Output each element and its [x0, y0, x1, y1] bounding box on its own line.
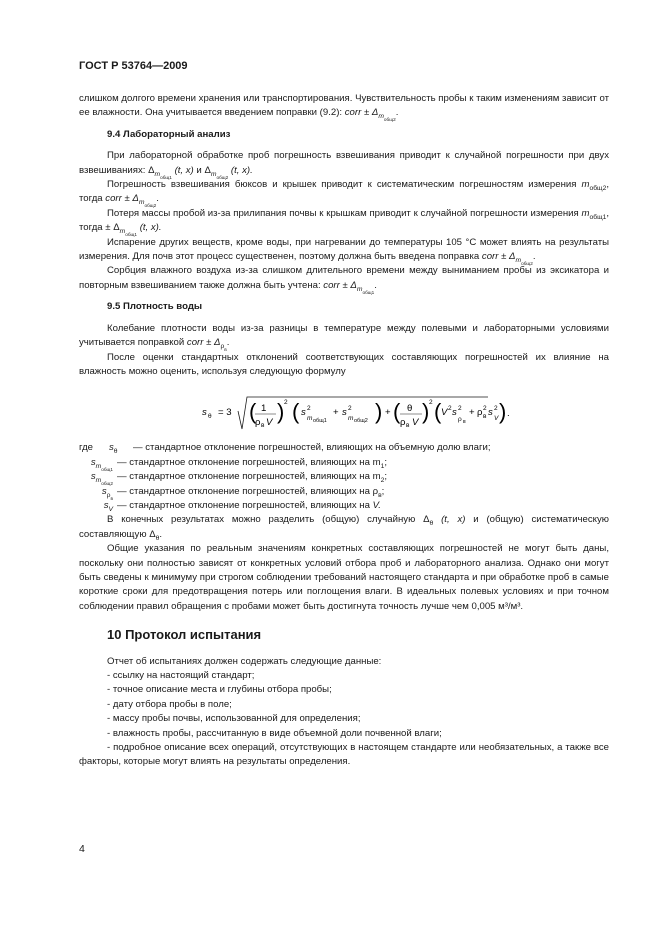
def-text-2-end: ;: [384, 471, 388, 483]
s-rho-sub: ρ: [458, 416, 462, 424]
formula-tail: .: [507, 408, 510, 420]
final-p1-tsub: θ: [429, 520, 434, 528]
s94-p3-args: (t, x).: [139, 222, 162, 234]
page-number: 4: [79, 843, 85, 855]
uncertainty-formula: [79, 385, 609, 437]
s94-p2: Погрешность взвешивания бюксов и крышек приводит к систематическим погрешностям измерения $m_{общ2}$, тогда corr ± $\Delta_{m_{общ2}}$.: [79, 179, 609, 209]
symbol-definitions: [79, 441, 609, 513]
def-text-3: [117, 485, 384, 499]
def-sym-1-subsub: общ1: [101, 466, 113, 472]
def-row: [79, 499, 609, 513]
def-row: [79, 441, 609, 455]
def-row: [79, 456, 609, 470]
s94-p3-then: , тогда: [79, 207, 610, 234]
frac2-num: θ: [407, 403, 413, 415]
s94-p2-text: Погрешность взвешивания бюксов и крышек приводит к систематическим погрешностям измерения: [107, 179, 577, 191]
s94-p3-tsubsub: общ1: [125, 232, 138, 238]
def-row: [79, 470, 609, 487]
v2-sq: 2: [448, 405, 452, 413]
def-text-2: [117, 470, 387, 484]
paren-open-1: (: [249, 399, 257, 425]
frac1-v: V: [266, 417, 273, 429]
s95-p1-subsub: в: [224, 347, 227, 353]
s94-p1-t2: Δ: [204, 164, 211, 176]
s-m1-sq: 2: [307, 405, 311, 413]
paren-close-4: ): [499, 399, 507, 425]
def-sym-0-s: s: [109, 442, 114, 454]
s94-p3-t: ± Δ: [105, 222, 120, 234]
plus-2: +: [385, 407, 391, 419]
final-p1-dot: .: [159, 528, 163, 540]
s94-p5-text: Сорбция влажного воздуха из-за слишком длительного времени между выниманием пробы из эксикатора и повторным взвешиванием также должна быть учтена:: [79, 265, 609, 291]
formula-lhs-sub: θ: [208, 413, 212, 421]
def-sym-2-sub: m: [95, 477, 102, 485]
s94-p5-corr: corr ± Δ: [323, 279, 357, 291]
plus-3: +: [469, 407, 475, 419]
frac1-rho-sub: в: [261, 422, 265, 430]
final-p1: [79, 513, 609, 542]
s94-p2-m: m: [581, 179, 590, 191]
def-text-2-tail: 2: [380, 477, 385, 485]
s94-p3-m: m: [581, 207, 590, 219]
s94-p3: [79, 207, 609, 236]
intro-text: слишком долгого времени хранения или транспортирования. Чувствительность пробы к таким изменениям зависит от ее влажности. Она учитывается введением поправки (9.2):: [79, 93, 609, 119]
s94-p1-text: При лабораторной обработке проб погрешность взвешивания приводит к случайной погрешности при двух взвешиваниях:: [79, 150, 609, 176]
def-text-4-end: V.: [369, 499, 381, 511]
formula-lhs: s: [202, 407, 207, 419]
s95-p1-corr: corr ± Δ: [186, 337, 221, 349]
s94-p5: Сорбция влажного воздуха из-за слишком длительного времени между выниманием пробы из эксикатора и повторным взвешиванием также должна быть учтена: corr ± $\Delta_{m_{общ1}}$.: [79, 265, 609, 295]
s-m2-sub: общ2: [354, 418, 368, 425]
intro-sub: m: [378, 113, 384, 121]
s94-p1-t2-args: (t, x).: [230, 164, 253, 176]
paren-open-2: (: [292, 399, 300, 425]
s94-p5-sub: m: [356, 285, 363, 293]
s-m2-sq: 2: [348, 405, 352, 413]
s94-p1-t1-sub: m: [154, 170, 161, 178]
s94-p4: Испарение других веществ, кроме воды, при нагревании до температуры 105 °С может влиять на результаты измерения. Для почв этот процесс существенен, поэтому должна быть введена поправка corr ± $\Delta_{m_{общ2}}$.: [79, 236, 609, 267]
s-m2: s: [342, 407, 347, 419]
s94-p1-t1-subsub: общ1: [160, 174, 172, 180]
def-sym-3-s: s: [101, 485, 107, 497]
s94-p5-subsub: общ1: [362, 289, 375, 295]
s94-p3-tsub: m: [119, 228, 126, 236]
def-sym-1-sub: m: [95, 462, 102, 470]
def-sym-0-sub: θ: [113, 448, 118, 456]
rho2-sub: в: [483, 413, 487, 421]
s94-p1-t1-args: (t, x): [174, 164, 194, 176]
s-m1-sub: общ1: [313, 418, 327, 425]
s-m1: s: [301, 407, 306, 419]
s94-p1-and: и: [196, 164, 202, 176]
def-sym-3-sub: ρ: [106, 491, 111, 499]
frac1-rho: ρ: [255, 417, 261, 429]
s-v-sq: 2: [494, 405, 498, 413]
s94-p1: [79, 149, 609, 178]
report-intro: Отчет об испытаниях должен содержать следующие данные:: [107, 655, 382, 667]
s95-p1-sub: ρ: [220, 343, 225, 351]
s94-p1-t1: Δ: [148, 164, 155, 176]
def-sym-3-subsub: в: [110, 495, 113, 501]
intro-subsub: общ2: [383, 117, 396, 123]
s94-p3-text: Потеря массы пробой из-за прилипания почвы к крышкам приводит к случайной погрешности измерения: [107, 207, 579, 219]
s94-p4-sub: m: [515, 257, 522, 265]
def-sym-0: [109, 441, 133, 455]
s94-p3-msub: общ1: [589, 213, 607, 221]
frac2-rho-sub: в: [406, 422, 410, 430]
intro-paragraph: слишком долгого времени хранения или транспортирования. Чувствительность пробы к таким изменениям зависит от ее влажности. Она учитывается введением поправки (9.2): corr ± $\Delta_{m_{общ2}}$.: [79, 93, 609, 123]
rho2-sq: 2: [483, 405, 487, 413]
list-item: - ссылку на настоящий стандарт;: [107, 670, 255, 681]
s94-p2-corr: corr ± Δ: [105, 193, 139, 205]
rho2: ρ: [477, 407, 483, 419]
s-rho: s: [452, 407, 457, 419]
s-v: s: [488, 407, 493, 419]
def-sym-1-s: s: [90, 456, 96, 468]
s94-p2-corrsub: m: [138, 199, 145, 207]
sq1: 2: [284, 399, 288, 407]
s94-p2-corrsubsub: общ2: [144, 203, 157, 209]
s-m2-m: m: [348, 415, 354, 423]
def-text-3-main: — стандартное отклонение погрешностей, влияющих на ρ: [117, 485, 379, 497]
def-text-1-main: — стандартное отклонение погрешностей, влияющих на m: [117, 456, 381, 468]
paren-close-1: ): [277, 399, 285, 425]
def-text-3-end: ;: [381, 485, 385, 497]
section-9-4-title: 9.4 Лабораторный анализ: [107, 128, 231, 140]
final-p1-args: (t, x): [441, 514, 466, 526]
s-rho-sq: 2: [458, 405, 462, 413]
def-text-1-tail: 1: [380, 462, 385, 470]
standard-code: ГОСТ Р 53764—2009: [79, 60, 188, 72]
def-sym-4-s: s: [103, 499, 109, 511]
list-item: - влажность пробы, рассчитанную в виде объемной доли почвенной влаги;: [107, 727, 442, 739]
def-sym-4: [79, 499, 117, 513]
def-sym-2: [79, 470, 117, 487]
s95-p2: [79, 351, 609, 380]
s-v-sub: V: [494, 415, 499, 423]
s95-p2-text: После оценки стандартных отклонений соответствующих составляющих погрешностей их влияние на влажность можно оценить, используя следующую формулу: [79, 351, 609, 377]
intro-term: corr ± Δ: [344, 107, 379, 119]
list-item: - точное описание места и глубины отбора пробы;: [107, 684, 332, 696]
document-body: [79, 92, 609, 770]
final-p1-mid: и (общую) систематическую составляющую: [79, 514, 609, 540]
final-p1-text: В конечных результатах можно разделить (общую) случайную: [107, 514, 416, 526]
list-item: - массу пробы почвы, использованной для определения;: [107, 713, 361, 725]
section-10-title: 10 Протокол испытания: [107, 627, 262, 643]
formula-svg: [79, 385, 609, 437]
def-text-2-main: — стандартное отклонение погрешностей, влияющих на m: [117, 471, 381, 483]
def-sym-1: [79, 456, 117, 470]
formula-eq: = 3: [218, 407, 232, 419]
s94-p4-subsub: общ2: [521, 261, 533, 267]
report-requirements: [107, 655, 609, 741]
final-p1-endsub: θ: [155, 534, 160, 542]
def-sym-3: [79, 485, 117, 499]
s95-p1-text: Колебание плотности воды из-за разницы в температуре между полевыми и лабораторными условиями учитывается поправкой: [79, 322, 609, 349]
frac1-num: 1: [261, 403, 267, 415]
s94-p2-msub: общ2: [589, 185, 607, 193]
s94-p4-corr: corr ± Δ: [481, 251, 516, 263]
def-text-3-tail: в: [378, 491, 382, 499]
s94-p4-text: Испарение других веществ, кроме воды, при нагревании до температуры 105 °С может влиять на результаты измерения. Для почв этот процесс существенен, поэтому должна быть введена поправка: [79, 236, 609, 263]
def-sym-2-subsub: общ2: [101, 481, 113, 487]
s-m1-m: m: [307, 415, 313, 423]
v2: V: [441, 407, 448, 419]
frac2-v: V: [412, 417, 419, 429]
sqrt-sign: [238, 397, 488, 429]
def-sym-2-s: s: [90, 471, 96, 483]
final-p1-t: Δ: [423, 514, 430, 526]
sq3: 2: [429, 399, 433, 407]
def-text-0: — стандартное отклонение погрешностей, влияющих на объемную долю влаги;: [133, 442, 491, 454]
s94-p1-t2-subsub: общ2: [216, 174, 229, 180]
final-p2: Общие указания по реальным значениям конкретных составляющих погрешностей не могут быть даны, поскольку они полностью зависят от конкретных условий отбора проб и лабораторного анализа. Однако они могут быть сведены к минимуму при строгом соблюдении требований настоящего стандарта и при обработке проб в самые короткие сроки для предотвращения потерь или поглощения влаги. В идеальных полевых условиях и при точном соблюдении правил обращения с пробами может быть достигнута точность лучше чем 0,005 м³/м³.: [79, 543, 609, 612]
s94-p1-t2-sub: m: [210, 170, 217, 178]
s95-p1: Колебание плотности воды из-за разницы в температуре между полевыми и лабораторными условиями учитывается поправкой corr ± $\Delta_{\rho_в}$.: [79, 322, 609, 353]
where-label: где: [79, 442, 94, 454]
def-row: [79, 485, 609, 499]
paren-open-4: (: [434, 399, 442, 425]
section-9-5-title: 9.5 Плотность воды: [107, 301, 203, 313]
final-p1-end: Δ: [149, 528, 156, 540]
frac2-rho: ρ: [400, 417, 406, 429]
paren-close-2: ): [375, 399, 383, 425]
def-text-4: [117, 499, 381, 513]
list-item: - дату отбора пробы в поле;: [107, 698, 232, 710]
s94-p2-then: , тогда: [79, 179, 609, 205]
plus-1: +: [333, 407, 339, 419]
def-text-4-main: — стандартное отклонение погрешностей, влияющих на: [117, 499, 370, 511]
list-item-last: - подробное описание всех операций, отсутствующих в настоящем стандарте или необязательных, а также все факторы, которые могут влиять на результаты определения.: [79, 742, 609, 768]
def-text-1-end: ;: [384, 456, 388, 468]
def-sym-4-sub: V: [108, 505, 113, 513]
paren-open-3: (: [393, 399, 401, 425]
def-text-1: [117, 456, 387, 470]
s-rho-subsub: в: [463, 419, 466, 426]
paren-close-3: ): [422, 399, 430, 425]
